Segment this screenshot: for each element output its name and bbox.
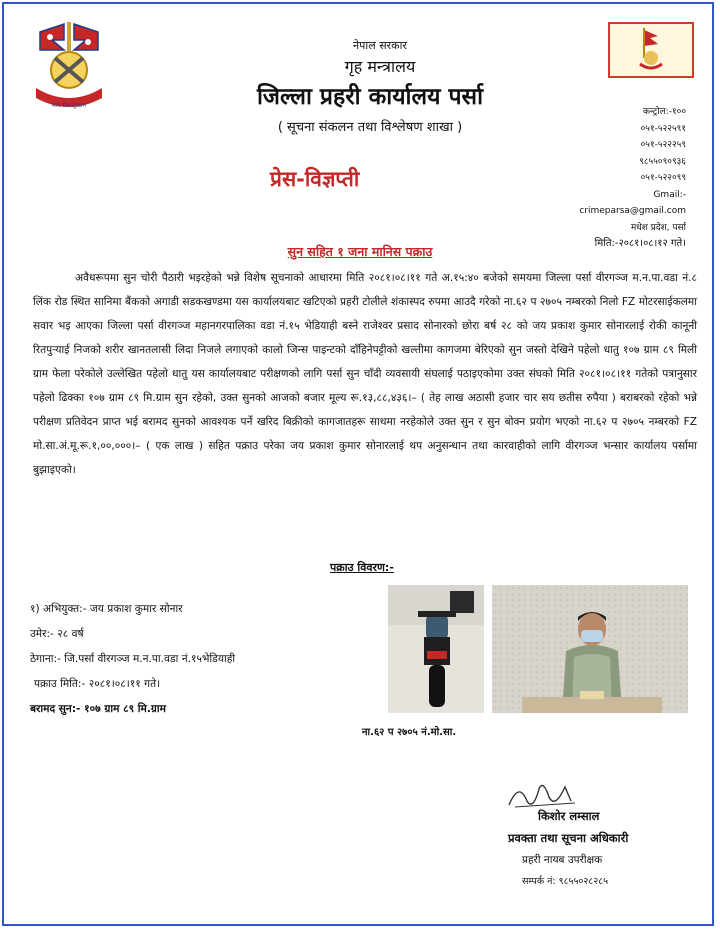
signatory-block [508,805,628,893]
contact-location: मधेश प्रदेश, पर्सा [630,222,686,233]
contact-gmail-label: Gmail:- [653,189,686,200]
contact-phone-2: ०५१-५२२२५९ [640,140,686,150]
arrest-details [30,597,235,722]
subheading-text: सुन सहित १ जना मानिस पक्राउ [287,244,433,259]
accused-line: १) अभियुक्त:- जय प्रकाश कुमार सोनार [30,603,183,615]
age-line: उमेर:- २८ वर्ष [30,628,84,640]
contact-email: crimeparsa@gmail.com [579,206,686,216]
address-line: ठेगाना:- जि.पर्सा वीरगञ्ज म.न.पा.वडा नं.१५भेडियाही [30,653,236,665]
signatory-title: प्रवक्ता तथा सूचना अधिकारी [508,831,629,845]
press-release-title: प्रेस-विज्ञप्ती [270,167,360,191]
signatory-rank: प्रहरी नायब उपरीक्षक [522,854,603,866]
government-label: नेपाल सरकार [353,39,407,52]
arrested-person-photo [492,585,688,713]
document-date: मिति:-२०८१।०८।१२ गते। [594,238,686,249]
motorcycle-photo [388,585,484,713]
signatory-phone: सम्पर्क नं: ९८५५०२८२८५ [522,876,609,887]
contact-mobile: ९८५५०९०९३६ [639,156,686,167]
contact-control: कन्ट्रोल:-१०० [642,107,686,117]
arrest-date-line: पक्राउ मिति:- २०८१।०८।११ गते। [34,678,161,690]
office-title: जिल्ला प्रहरी कार्यालय पर्सा [256,84,484,110]
contact-phone-1: ०५१-५२२५९१ [640,123,686,134]
press-body-paragraph: अवैधरूपमा सुन चोरी पैठारी भइरहेको भन्ने विशेष सूचनाको आधारमा मिति २०८१।०८।११ गते अ.१५:४० बजेको समयमा जिल्ला पर्सा वीरगञ्ज म.न.पा.वडा नं.८ लिंक रोड स्थित सानिमा बैंकको अगाडी सडकखण्डमा यस कार्यालयबाट खटिएको प्रहरी टोलीले शंकास्पद रुपमा आउदै गरेको ना.६२ प २७०५ नम्बरको निलो FZ मोटरसाईकलमा सवार भइ आएका जिल्ला पर्सा वीरगञ्ज महानगरपालिका वडा नं.१५ भेडियाही बस्ने राजेश्वर प्रसाद सोनारको छोरा बर्ष २८ को जय प्रकाश कुमार सोनारलाई रोकी कानूनी रितपुर्‍याई निजको शरीर खानतलासी लिदा निजले लगाएको कालो जिन्स पाइन्टको दाँहिनेपट्टीको खल्तीमा कागजमा बेरिएको सुन जस्तो देखिने पहेलो धातु १०७ ग्राम ८९ मिली ग्राम फेला परेकोले उल्लेखित पहेलो धातु यस कार्यालयबाट परीक्षणको लागि पर्सा सुन चाँदी व्यवसायी संघलाई पठाइएकोमा उक्त संघको मिति २०८१।०८।११ गतेको पत्रानुसार पहेलो ढिक्का १०७ ग्राम ८९ मि.ग्राम सुन रहेको, उक्त सुनको आजको बजार मूल्य रू.१३,८८,४३६।– ( तेह लाख अठासी हजार चार सय छतीस रुपैया ) बराबरको रहेको भन्ने परीक्षण प्रतिवेदन प्राप्त भई बरामद सुनको आवश्यक पर्ने खरिद बिक्रीको कागजातहरू साथमा नरहेकोले उक्त सुन र सुन बोक्न प्रयोग भएको ना.६२ प २७०५ नम्बरको FZ मो.सा.अं.मू.रू.१,००,०००।– ( एक लाख ) सहित पक्राउ परेका जय प्रकाश कुमार सोनारलाई थप अनुसन्धान तथा कारवाहीको लागि वीरगञ्ज भन्सार कार्यालय पर्सामा बुझाइएको। [33,272,697,476]
seized-gold-line: बरामद सुन:- १०७ ग्राम ८९ मि.ग्राम [30,703,166,715]
signatory-name: किशोर लम्साल [538,809,600,823]
contact-phone-3: ०५१-५२२०९९ [640,173,686,183]
photo-caption: ना.६२ प २७०५ नं.मो.सा. [362,727,457,738]
contact-block [579,104,686,253]
news-subheading [0,243,720,260]
ministry-label: गृह मन्त्रालय [344,57,416,76]
emblem-ribbon-bottom: सत्य सेवा सुरक्षण [51,103,87,109]
arrest-details-heading: पक्राउ विवरण:- [330,561,394,574]
emblem-ribbon-top: नेपाल प्रहरी [56,91,82,98]
branch-label: ( सूचना संकलन तथा विश्लेषण शाखा ) [277,120,463,135]
